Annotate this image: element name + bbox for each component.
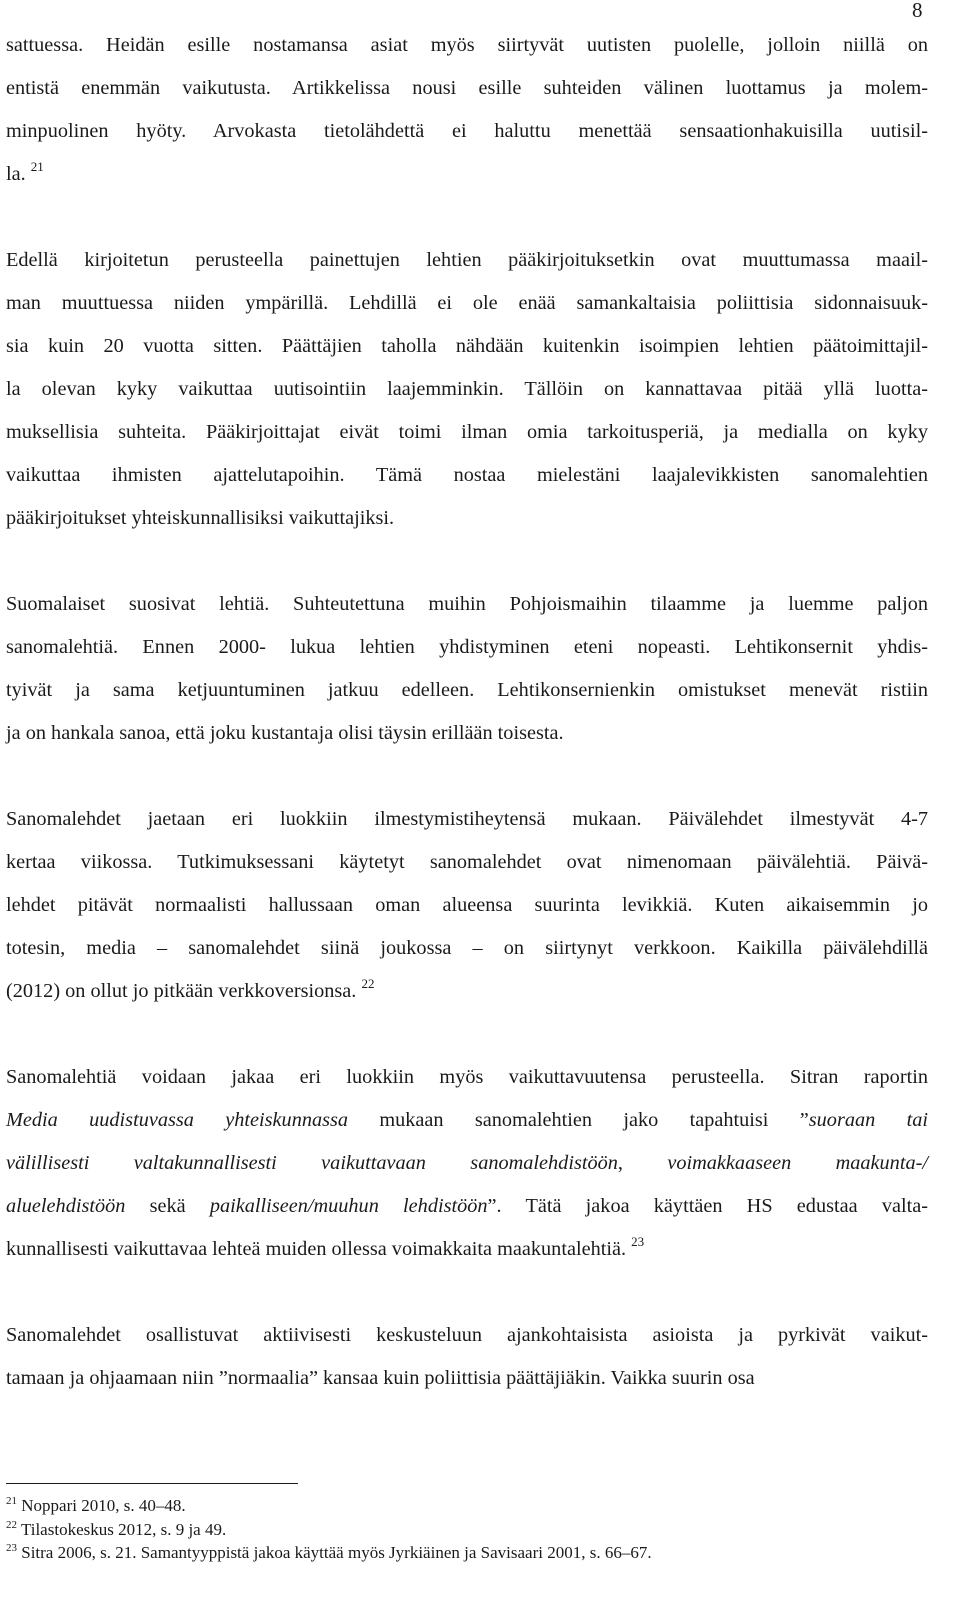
italic-text: Media uudistuvassa yhteiskunnassa <box>6 1109 349 1131</box>
text-line <box>6 411 928 454</box>
footnote-text: Noppari 2010, s. 40–48. <box>21 1496 186 1515</box>
text-line <box>6 712 928 755</box>
footnote-reference: 21 <box>30 159 44 174</box>
text-line <box>6 1142 928 1185</box>
italic-text: välillisesti valtakunnallisesti vaikuttavaan sanomalehdistöön <box>6 1152 618 1174</box>
footnote-text: Tilastokeskus 2012, s. 9 ja 49. <box>20 1519 227 1539</box>
text-run: totesin, media – sanomalehdet siinä joukossa – on siirtynyt verkkoon. Kaikilla päivälehdillä <box>6 937 928 959</box>
paragraph <box>6 798 928 1013</box>
text-run: lehdet pitävät normaalisti hallussaan oman alueensa suurinta levikkiä. Kuten aikaisemmin jo <box>6 894 928 916</box>
text-run: sattuessa. Heidän esille nostamansa asiat myös siirtyvät uutisten puolelle, jolloin niillä on <box>6 34 928 56</box>
footnote-reference: 23 <box>631 1234 645 1249</box>
text-run: minpuolinen hyöty. Arvokasta tietolähdettä ei haluttu menettää sensaationhakuisilla uutisil- <box>6 120 928 142</box>
text-line <box>6 583 928 626</box>
text-run: sanomalehtiä. Ennen 2000- lukua lehtien yhdistyminen eteni nopeasti. Lehtikonsernit yhdis- <box>6 636 928 658</box>
text-line <box>6 1314 928 1357</box>
footnote-number: 22 <box>6 1518 17 1531</box>
text-run: sia kuin 20 vuotta sitten. Päättäjien taholla nähdään kuitenkin isoimpien lehtien päätoimittajil- <box>6 335 928 357</box>
paragraph-gap <box>6 196 928 239</box>
footnote-separator <box>6 1483 298 1484</box>
text-line <box>6 669 928 712</box>
text-run: man muuttuessa niiden ympärillä. Lehdillä ei ole enää samankaltaisia poliittisia sidonnaisuuk- <box>6 292 928 314</box>
text-line <box>6 1357 928 1400</box>
text-run: Sanomalehdet osallistuvat aktiivisesti keskusteluun ajankohtaisista asioista ja pyrkivät vaikut- <box>6 1324 928 1346</box>
text-line <box>6 1228 928 1271</box>
text-run: la olevan kyky vaikuttaa uutisointiin laajemminkin. Tällöin on kannattavaa pitää yllä luotta- <box>6 378 928 400</box>
text-run: kunnallisesti vaikuttavaa lehteä muiden ollessa voimakkaita maakuntalehtiä. <box>6 1238 627 1260</box>
paragraph <box>6 583 928 755</box>
text-line <box>6 497 928 540</box>
text-run: , <box>617 1152 668 1174</box>
text-line <box>6 841 928 884</box>
footnote-number: 21 <box>6 1495 17 1507</box>
text-line <box>6 970 928 1013</box>
footnote <box>6 1494 652 1518</box>
text-line <box>6 368 928 411</box>
text-line <box>6 325 928 368</box>
footnote-reference: 22 <box>361 976 375 991</box>
text-line <box>6 282 928 325</box>
italic-text: aluelehdistöön <box>6 1195 126 1217</box>
footnote <box>6 1518 652 1542</box>
text-line <box>6 1185 928 1228</box>
text-run: entistä enemmän vaikutusta. Artikkelissa nousi esille suhteiden välinen luottamus ja molem- <box>6 77 928 99</box>
text-run: tamaan ja ohjaamaan niin ”normaalia” kansaa kuin poliittisia päättäjiäkin. Vaikka suurin osa <box>6 1367 755 1389</box>
text-line <box>6 239 928 282</box>
text-run: vaikuttaa ihmisten ajattelutapoihin. Tämä nostaa mielestäni laajalevikkisten sanomalehtien <box>6 464 928 486</box>
paragraph <box>6 24 928 196</box>
text-line <box>6 884 928 927</box>
footnotes <box>6 1494 652 1565</box>
text-line <box>6 110 928 153</box>
paragraph-gap <box>6 1013 928 1056</box>
text-run: pääkirjoitukset yhteiskunnallisiksi vaikuttajiksi. <box>6 507 395 529</box>
italic-text: suoraan tai <box>808 1109 928 1131</box>
text-run: Suomalaiset suosivat lehtiä. Suhteutettuna muihin Pohjoismaihin tilaamme ja luemme paljon <box>6 593 928 615</box>
italic-text: paikalliseen/muuhun lehdistöön <box>209 1195 488 1217</box>
italic-text: voimakkaaseen maakunta-/ <box>667 1152 928 1174</box>
text-run: ”. Tätä jakoa käyttäen HS edustaa valta- <box>487 1195 928 1217</box>
text-run: la. <box>6 163 26 185</box>
paragraph <box>6 1314 928 1400</box>
text-line <box>6 67 928 110</box>
text-line <box>6 24 928 67</box>
text-line <box>6 626 928 669</box>
text-run: tyivät ja sama ketjuuntuminen jatkuu edelleen. Lehtikonsernienkin omistukset menevät ristiin <box>6 679 928 701</box>
text-line <box>6 1056 928 1099</box>
paragraph <box>6 239 928 540</box>
text-line <box>6 153 928 196</box>
paragraph-gap <box>6 540 928 583</box>
text-run: Sanomalehdet jaetaan eri luokkiin ilmestymistiheytensä mukaan. Päivälehdet ilmestyvät 4-7 <box>6 808 928 830</box>
text-line <box>6 798 928 841</box>
text-line <box>6 927 928 970</box>
text-run: Edellä kirjoitetun perusteella painettujen lehtien pääkirjoituksetkin ovat muuttumassa maail- <box>6 249 928 271</box>
footnote <box>6 1541 652 1565</box>
text-run: (2012) on ollut jo pitkään verkkoversionsa. <box>6 980 357 1002</box>
text-line <box>6 1099 928 1142</box>
text-run: mukaan sanomalehtien jako tapahtuisi ” <box>348 1109 809 1131</box>
paragraph-gap <box>6 755 928 798</box>
paragraph-gap <box>6 1271 928 1314</box>
text-run: kertaa viikossa. Tutkimuksessani käytetyt sanomalehdet ovat nimenomaan päivälehtiä. Päivä- <box>6 851 928 873</box>
footnote-text: Sitra 2006, s. 21. Samantyyppistä jakoa käyttää myös Jyrkiäinen ja Savisaari 2001, s. 66–67. <box>21 1543 652 1562</box>
text-run: sekä <box>125 1195 210 1217</box>
page-number: 8 <box>912 0 923 22</box>
text-run: ja on hankala sanoa, että joku kustantaja olisi täysin erillään toisesta. <box>6 722 564 744</box>
paragraph <box>6 1056 928 1271</box>
body-text <box>6 24 928 1400</box>
text-run: Sanomalehtiä voidaan jakaa eri luokkiin myös vaikuttavuutensa perusteella. Sitran raportin <box>6 1066 928 1088</box>
footnote-number: 23 <box>6 1542 17 1554</box>
text-run: muksellisia suhteita. Pääkirjoittajat eivät toimi ilman omia tarkoitusperiä, ja medialla on kyky <box>6 421 928 443</box>
text-line <box>6 454 928 497</box>
